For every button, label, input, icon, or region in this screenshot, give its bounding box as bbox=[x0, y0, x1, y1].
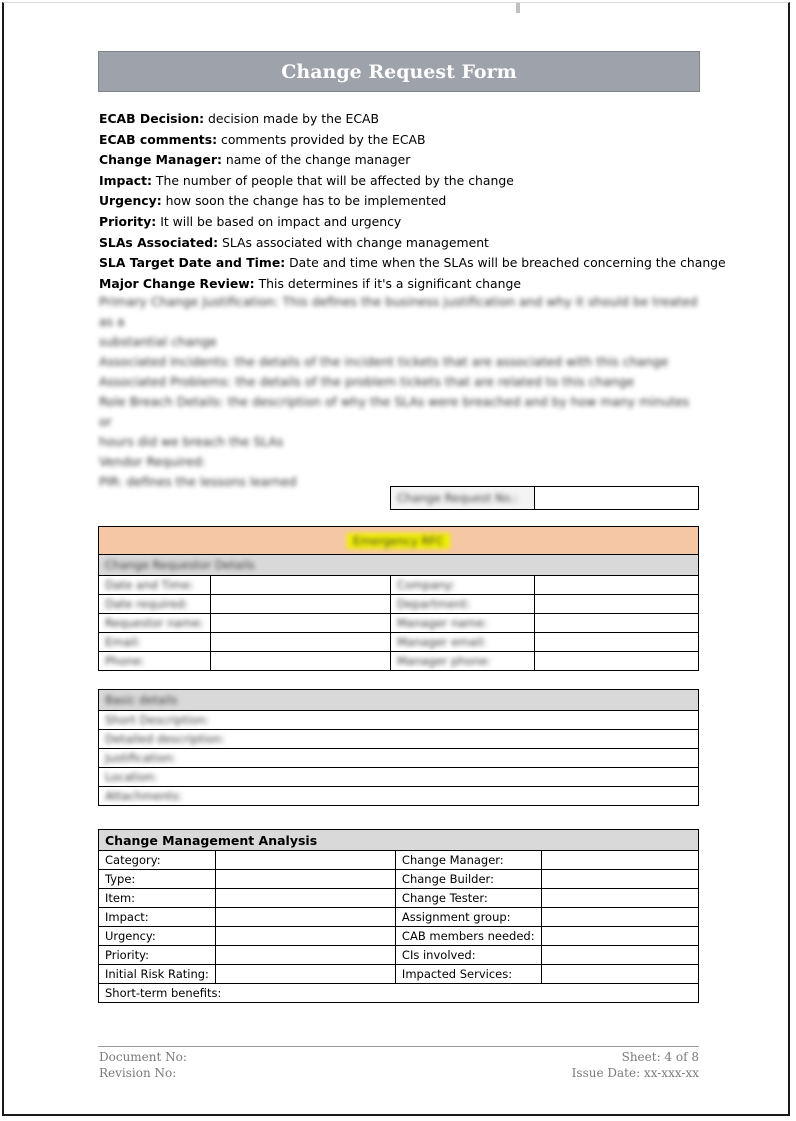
footer-left bbox=[99, 1049, 187, 1081]
field-label: Impact: bbox=[99, 908, 216, 927]
field-label: Email: bbox=[99, 633, 211, 652]
definition-term: ECAB comments: bbox=[99, 131, 218, 147]
definition-item bbox=[99, 253, 726, 274]
table-row bbox=[99, 851, 699, 870]
change-request-no-field[interactable] bbox=[535, 487, 699, 510]
field-label: Department: bbox=[391, 595, 535, 614]
table-row bbox=[99, 889, 699, 908]
table-row bbox=[99, 946, 699, 965]
field-input[interactable] bbox=[535, 614, 699, 633]
definition-term: SLA Target Date and Time: bbox=[99, 255, 286, 271]
field-input[interactable] bbox=[215, 870, 395, 889]
table-row bbox=[99, 984, 699, 1003]
field-input[interactable] bbox=[211, 576, 391, 595]
change-request-no-table bbox=[390, 486, 699, 510]
field-input[interactable]: Location: bbox=[99, 768, 699, 787]
document-no: Document No: bbox=[99, 1050, 187, 1064]
change-request-no-label: Change Request No.: bbox=[391, 487, 535, 510]
page-marker bbox=[516, 3, 520, 13]
table-row bbox=[99, 927, 699, 946]
field-label: Requestor name: bbox=[99, 614, 211, 633]
issue-date: Issue Date: xx-xxx-xx bbox=[571, 1066, 699, 1080]
table-row bbox=[99, 614, 699, 633]
emergency-banner: Emergency RFC bbox=[99, 527, 699, 555]
blurred-line: Role Breach Details: the description of why the SLAs were breached and by how many minutes or bbox=[99, 394, 690, 429]
field-input[interactable] bbox=[541, 965, 698, 984]
field-input[interactable] bbox=[215, 889, 395, 908]
field-input[interactable] bbox=[541, 908, 698, 927]
field-label: Date required: bbox=[99, 595, 211, 614]
field-input[interactable] bbox=[215, 908, 395, 927]
blurred-line: hours did we breach the SLAs bbox=[99, 434, 284, 449]
field-input[interactable] bbox=[215, 965, 395, 984]
definition-item bbox=[99, 109, 703, 130]
definition-desc: Date and time when the SLAs will be breached concerning the change bbox=[285, 255, 726, 271]
definition-item bbox=[99, 130, 703, 151]
definition-desc: decision made by the ECAB bbox=[204, 111, 380, 126]
footer-right bbox=[572, 1049, 699, 1081]
definition-item bbox=[99, 150, 703, 171]
field-label: Priority: bbox=[99, 946, 216, 965]
field-label: Manager phone: bbox=[391, 652, 535, 671]
field-label: Impacted Services: bbox=[395, 965, 541, 984]
short-term-benefits-field[interactable]: Short-term benefits: bbox=[99, 984, 699, 1003]
field-input[interactable] bbox=[541, 946, 698, 965]
sheet-number: Sheet: 4 of 8 bbox=[621, 1050, 699, 1064]
field-input[interactable] bbox=[541, 889, 698, 908]
table-row bbox=[99, 595, 699, 614]
field-label: CAB members needed: bbox=[395, 927, 541, 946]
footer-divider bbox=[98, 1046, 699, 1047]
field-label: Category: bbox=[99, 851, 216, 870]
definition-desc: SLAs associated with change management bbox=[218, 234, 489, 250]
field-label: Change Manager: bbox=[395, 851, 541, 870]
revision-no: Revision No: bbox=[99, 1066, 177, 1080]
field-label: CIs involved: bbox=[395, 946, 541, 965]
field-input[interactable] bbox=[215, 927, 395, 946]
analysis-section-header: Change Management Analysis bbox=[99, 830, 699, 851]
field-label: Initial Risk Rating: bbox=[99, 965, 216, 984]
blurred-definitions bbox=[99, 292, 699, 492]
field-input[interactable] bbox=[541, 851, 698, 870]
definition-term: SLAs Associated: bbox=[99, 234, 219, 250]
table-row bbox=[99, 965, 699, 984]
field-input[interactable] bbox=[535, 576, 699, 595]
blurred-line: Vendor Required: bbox=[99, 454, 206, 469]
table-row bbox=[99, 908, 699, 927]
definition-item bbox=[99, 191, 703, 212]
definition-item bbox=[99, 212, 703, 233]
field-label: Change Builder: bbox=[395, 870, 541, 889]
definition-term: Priority: bbox=[99, 213, 157, 229]
basic-details-table bbox=[98, 689, 699, 806]
definition-item bbox=[99, 171, 703, 192]
field-input[interactable] bbox=[535, 595, 699, 614]
field-label: Item: bbox=[99, 889, 216, 908]
field-input[interactable] bbox=[211, 652, 391, 671]
definition-desc: how soon the change has to be implemented bbox=[161, 193, 447, 209]
table-row bbox=[99, 633, 699, 652]
definitions-list bbox=[99, 109, 726, 294]
field-label: Date and Time: bbox=[99, 576, 211, 595]
field-input[interactable] bbox=[535, 652, 699, 671]
field-input[interactable] bbox=[211, 614, 391, 633]
field-input[interactable]: Short Description: bbox=[99, 711, 699, 730]
table-row bbox=[99, 749, 699, 768]
table-row bbox=[99, 787, 699, 806]
form-title: Change Request Form bbox=[98, 51, 700, 92]
details-section-header: Basic details bbox=[99, 690, 699, 711]
definition-desc: This determines if it's a significant change bbox=[254, 275, 521, 291]
blurred-line: Associated Problems: the details of the problem tickets that are related to this change bbox=[99, 374, 635, 389]
field-label: Change Tester: bbox=[395, 889, 541, 908]
field-label: Type: bbox=[99, 870, 216, 889]
table-row bbox=[99, 576, 699, 595]
field-input[interactable] bbox=[541, 870, 698, 889]
definition-desc: It will be based on impact and urgency bbox=[156, 213, 402, 229]
requestor-section-header: Change Requestor Details bbox=[99, 555, 699, 576]
definition-desc: comments provided by the ECAB bbox=[217, 131, 426, 147]
field-input[interactable] bbox=[535, 633, 699, 652]
table-row bbox=[99, 768, 699, 787]
table-row bbox=[99, 730, 699, 749]
definition-desc: name of the change manager bbox=[221, 152, 411, 168]
blurred-line: Associated Incidents: the details of the incident tickets that are associated with this change bbox=[99, 354, 669, 369]
emergency-rfc-table bbox=[98, 526, 699, 671]
field-input[interactable]: Justification: bbox=[99, 749, 699, 768]
table-row bbox=[99, 870, 699, 889]
field-label: Manager name: bbox=[391, 614, 535, 633]
table-row bbox=[99, 652, 699, 671]
field-input[interactable] bbox=[541, 927, 698, 946]
definition-desc: The number of people that will be affected by the change bbox=[151, 172, 514, 188]
field-input[interactable]: Detailed description: bbox=[99, 730, 699, 749]
field-input[interactable]: Attachments: bbox=[99, 787, 699, 806]
blurred-line: Primary Change Justification: This defines the business justification and why it should be treated as a bbox=[99, 294, 698, 329]
field-label: Urgency: bbox=[99, 927, 216, 946]
definition-term: Major Change Review: bbox=[99, 275, 255, 291]
field-label: Phone: bbox=[99, 652, 211, 671]
field-input[interactable] bbox=[211, 595, 391, 614]
field-label: Company: bbox=[391, 576, 535, 595]
field-input[interactable] bbox=[215, 851, 395, 870]
definition-term: Impact: bbox=[99, 172, 152, 188]
table-row bbox=[99, 711, 699, 730]
field-label: Manager email: bbox=[391, 633, 535, 652]
field-label: Assignment group: bbox=[395, 908, 541, 927]
blurred-line: substantial change bbox=[99, 334, 217, 349]
blurred-line: PIR: defines the lessons learned bbox=[99, 474, 297, 489]
definition-term: ECAB Decision: bbox=[99, 111, 205, 126]
definition-term: Urgency: bbox=[99, 193, 162, 209]
field-input[interactable] bbox=[215, 946, 395, 965]
change-management-analysis-table bbox=[98, 829, 699, 1003]
field-input[interactable] bbox=[211, 633, 391, 652]
definition-term: Change Manager: bbox=[99, 152, 222, 168]
definition-item bbox=[99, 233, 703, 254]
